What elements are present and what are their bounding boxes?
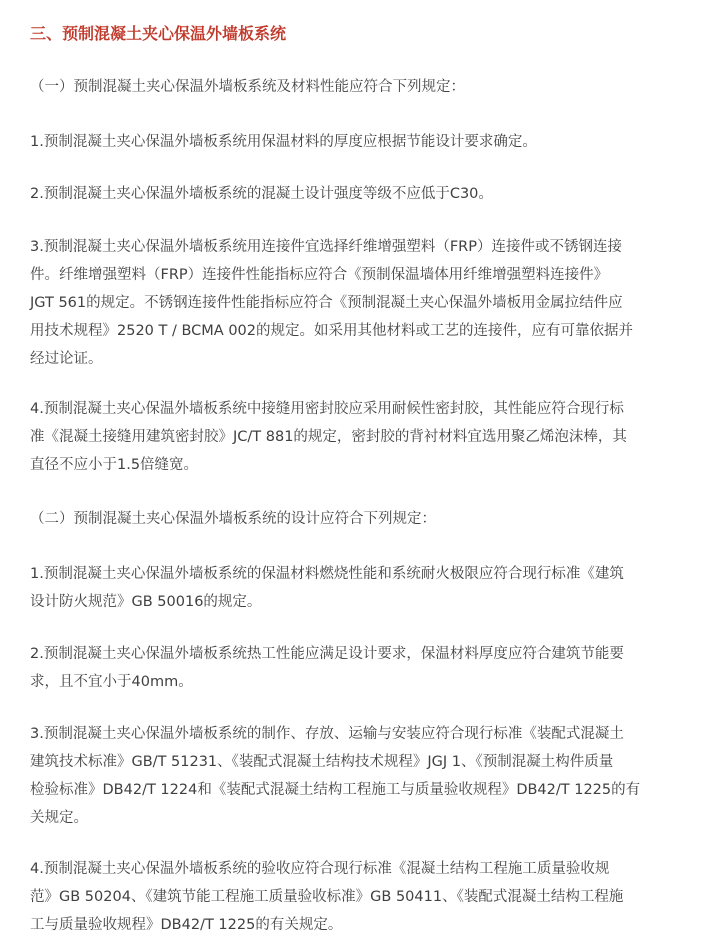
text-line: （一）预制混凝土夹心保温外墙板系统及材料性能应符合下列规定： bbox=[30, 79, 465, 95]
part2-item2 bbox=[30, 640, 690, 696]
text-line: 1.预制混凝土夹心保温外墙板系统的保温材料燃烧性能和系统耐火极限应符合现行标准《建筑 bbox=[30, 566, 624, 582]
text-line: 经过论证。 bbox=[30, 351, 103, 367]
text-line: 4.预制混凝土夹心保温外墙板系统中接缝用密封胶应采用耐候性密封胶，其性能应符合现行标 bbox=[30, 401, 624, 417]
text-line: 直径不应小于1.5倍缝宽。 bbox=[30, 457, 199, 473]
text-line: 用技术规程》2520 T / BCMA 002的规定。如采用其他材料或工艺的连接件，应有可靠依据并 bbox=[30, 323, 634, 339]
part2-item1 bbox=[30, 560, 690, 616]
text-line: 1.预制混凝土夹心保温外墙板系统用保温材料的厚度应根据节能设计要求确定。 bbox=[30, 134, 537, 150]
part1-item1 bbox=[30, 128, 690, 156]
part2-item3 bbox=[30, 720, 690, 832]
text-line: （二）预制混凝土夹心保温外墙板系统的设计应符合下列规定： bbox=[30, 511, 436, 527]
text-line: 设计防火规范》GB 50016的规定。 bbox=[30, 594, 262, 610]
text-line: 检验标准》DB42/T 1224和《装配式混凝土结构工程施工与质量验收规程》DB42/T 1225的有 bbox=[30, 782, 641, 798]
part1-item2 bbox=[30, 180, 690, 208]
part1-item3 bbox=[30, 233, 690, 373]
text-line: 工与质量验收规程》DB42/T 1225的有关规定。 bbox=[30, 917, 343, 933]
section-heading: 三、预制混凝土夹心保温外墙板系统 bbox=[30, 24, 287, 43]
text-line: 关规定。 bbox=[30, 810, 88, 826]
text-line: 4.预制混凝土夹心保温外墙板系统的验收应符合现行标准《混凝土结构工程施工质量验收规 bbox=[30, 861, 610, 877]
text-line: 2.预制混凝土夹心保温外墙板系统热工性能应满足设计要求，保温材料厚度应符合建筑节能要 bbox=[30, 646, 624, 662]
part2-item4 bbox=[30, 855, 690, 939]
part1-item4 bbox=[30, 395, 690, 479]
text-line: JGT 561的规定。不锈钢连接件性能指标应符合《预制混凝土夹心保温外墙板用金属拉结件应 bbox=[30, 295, 623, 311]
text-line: 建筑技术标准》GB/T 51231、《装配式混凝土结构技术规程》JGJ 1、《预制混凝土构件质量 bbox=[30, 754, 614, 770]
text-line: 件。纤维增强塑料（FRP）连接件性能指标应符合《预制保温墙体用纤维增强塑料连接件》 bbox=[30, 267, 609, 283]
text-line: 2.预制混凝土夹心保温外墙板系统的混凝土设计强度等级不应低于C30。 bbox=[30, 186, 493, 202]
text-line: 范》GB 50204、《建筑节能工程施工质量验收标准》GB 50411、《装配式混凝土结构工程施 bbox=[30, 889, 624, 905]
part1-title bbox=[30, 73, 690, 101]
text-line: 求，且不宜小于40mm。 bbox=[30, 674, 193, 690]
text-line: 3.预制混凝土夹心保温外墙板系统的制作、存放、运输与安装应符合现行标准《装配式混凝土 bbox=[30, 726, 624, 742]
part2-title bbox=[30, 505, 690, 533]
text-line: 3.预制混凝土夹心保温外墙板系统用连接件宜选择纤维增强塑料（FRP）连接件或不锈钢连接 bbox=[30, 239, 622, 255]
text-line: 准《混凝土接缝用建筑密封胶》JC/T 881的规定，密封胶的背衬材料宜选用聚乙烯泡沫棒，其 bbox=[30, 429, 627, 445]
